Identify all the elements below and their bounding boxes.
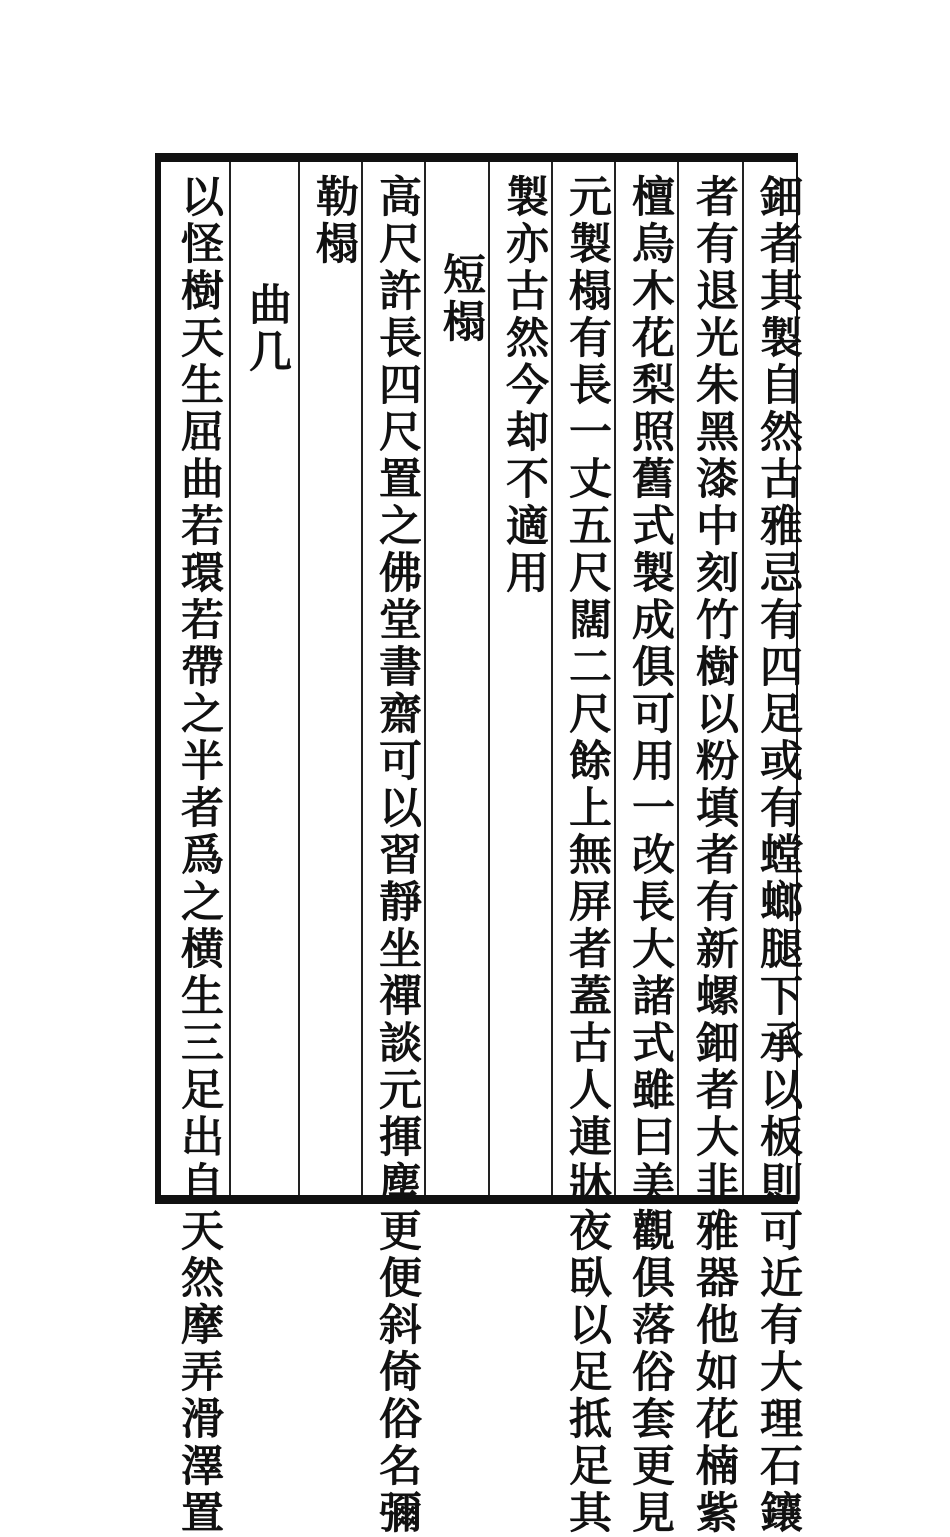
text-column: 鈿者其製自然古雅忌有四足或有螳螂腿下承以板則可近有大理石鑲: [753, 174, 803, 1537]
text-column: 製亦古然今却不適用: [499, 174, 549, 597]
text-frame: [155, 153, 803, 1537]
text-column: 元製榻有長一丈五尺闊二尺餘上無屏者蓋古人連牀夜臥以足抵足其: [562, 174, 612, 1537]
column-rule: [229, 162, 231, 1195]
text-column: 高尺許長四尺置之佛堂書齋可以習靜坐禪談元揮塵更便斜倚俗名彌: [372, 174, 422, 1537]
section-heading-short-couch: 短榻: [436, 252, 486, 346]
text-column: 者有退光朱黑漆中刻竹樹以粉填者有新螺鈿者大非雅器他如花楠紫: [689, 174, 739, 1537]
column-rule: [361, 162, 363, 1195]
text-column: 勒榻: [309, 174, 359, 268]
section-heading-curved-table: 曲几: [242, 282, 292, 376]
text-column: 檀烏木花梨照舊式製成俱可用一改長大諸式雖曰美觀俱落俗套更見: [625, 174, 675, 1537]
column-rule: [298, 162, 300, 1195]
text-column: 以怪樹天生屈曲若環若帶之半者爲之横生三足出自天然摩弄滑澤置: [174, 174, 224, 1537]
